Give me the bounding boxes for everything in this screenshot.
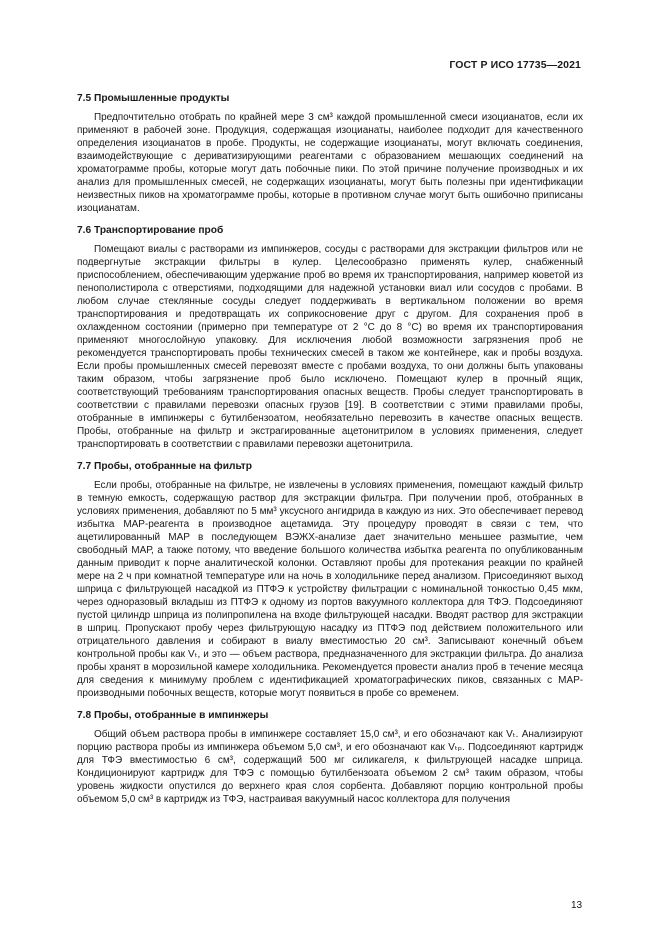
section-paragraph: Помещают виалы с растворами из импинжеров, сосуды с растворами для экстракции фильтров или не подвергнутые экстракции фильтры в кулер. Целесообразно применять кулер, снабженный приспособлением, обеспечивающим удержание проб во время их транспортирования, например кюветой из пенополистирола с отверстиями, подходящими для надежной установки виал или сосудов с пробами. В любом случае стеклянные сосуды следует поддерживать в вертикальном положении во время транспортирования и предотвращать их соприкосновение друг с другом. Для сохранения проб в охлажденном состоянии (примерно при температуре от 2 °С до 8 °С) во время их транспортирования применяют многослойную упаковку. Для исключения любой возможности загрязнения проб не рекомендуется транспортировать пробы технических смесей в таком же контейнере, как и пробы воздуха. Если пробы промышленных смесей перевозят вместе с пробами воздуха, то они должны быть упакованы таким образом, чтобы загрязнение проб было исключено. Помещают кулер в прочный ящик, соответствующий требованиям транспортирования опасных веществ. Пробы следует транспортировать в соответствии с правилами перевозки опасных грузов [19]. В соответствии с этими правилами пробы, отобранные в импинжеры с бутилбензоатом, необязательно перевозить в качестве опасных веществ. Пробы, отобранные на фильтр и экстрагированные ацетонитрилом в условиях применения, следует транспортировать в соответствии с правилами перевозки ацетонитрила. <box>77 244 583 450</box>
section-paragraph: Общий объем раствора пробы в импинжере составляет 15,0 см³, и его обозначают как Vₜ. Анализируют порцию раствора пробы из импинжера объемом 5,0 см³, и его обозначают как Vₜₚ. Подсоединяют картридж для ТФЭ вместимостью 6 см³, содержащий 500 мг силикагеля, к фильтрующей насадке шприца. Кондиционируют картридж для ТФЭ с помощью бутилбензоата объемом 2 см³ таким образом, чтобы уровень жидкости опустился до верхнего края слоя сорбента. Добавляют порцию контрольной пробы объемом 5,0 см³ в картридж из ТФЭ, настраивая вакуумный насос коллектора для получения <box>77 729 583 805</box>
document-body <box>77 92 583 806</box>
section-title: 7.6 Транспортирование проб <box>77 225 224 236</box>
section-7-8 <box>77 709 583 806</box>
section-7-5 <box>77 92 583 215</box>
page-number: 13 <box>571 900 583 911</box>
section-title: 7.8 Пробы, отобранные в импинжеры <box>77 710 269 721</box>
section-paragraph: Если пробы, отобранные на фильтре, не извлечены в условиях применения, помещают каждый фильтр в темную емкость, содержащую раствор для экстракции фильтра. При получении проб, отобранных в условиях применения, добавляют по 5 мм³ уксусного ангидрида в каждую из них. Это обеспечивает перевод избытка МАР-реагента в производное ацетамида. Эту процедуру проводят в связи с тем, что ацетилированный МАР в последующем ВЭЖХ-анализе дает значительно меньшее размытие, чем свободный МАР, а также потому, что введение большого количества избытка реагента по опубликованным данным приводит к порче аналитической колонки. Оставляют пробы для протекания реакции по крайней мере на 2 ч при комнатной температуре или на ночь в холодильнике перед анализом. Присоединяют выход шприца с фильтрующей насадкой из ПТФЭ к устройству фильтрации с номинальной тонкостью 0,45 мкм, через одноразовый вкладыш из ПТФЭ к одному из портов вакуумного коллектора для ТФЭ. Подсоединяют пустой цилиндр шприца из полипропилена на входе фильтрующей насадки. Вводят раствор для экстракции в шприц. Пропускают пробу через фильтрующую насадку из ПТФЭ под действием положительного или отрицательного давления и собирают в виалу вместимостью 20 см³. Записывают конечный объем контрольной пробы как Vₜ, и это — объем раствора, предназначенного для экстракции фильтра. До анализа пробы хранят в морозильной камере холодильника. Рекомендуется провести анализ проб в течение месяца для сведения к минимуму проблем с идентификацией хроматографических пиков, связанных с МАР-производными побочных веществ, которые могут появиться в пробе со временем. <box>77 480 583 699</box>
section-title: 7.7 Пробы, отобранные на фильтр <box>77 461 253 472</box>
section-7-6 <box>77 224 583 451</box>
standard-header: ГОСТ Р ИСО 17735—2021 <box>449 59 581 71</box>
section-paragraph: Предпочтительно отобрать по крайней мере 3 см³ каждой промышленной смеси изоцианатов, если их применяют в рабочей зоне. Продукция, содержащая изоцианаты, наиболее подходит для качественного определения изоцианатов в пробе. Продукты, не содержащие изоцианаты, могут включать соединения, взаимодействующие с дериватизирующими реагентами с образованием мешающих соединений на хроматограмме пробы, которые могут дать побочные пики. По этой причине получение производных и их анализ для промышленных смесей, не содержащих изоцианаты, могут быть полезны при идентификации неизвестных пиков на хроматограмме пробы, которые в противном случае могут быть ошибочно приписаны изоцианатам. <box>77 112 583 214</box>
section-7-7 <box>77 460 583 700</box>
section-title: 7.5 Промышленные продукты <box>77 93 230 104</box>
